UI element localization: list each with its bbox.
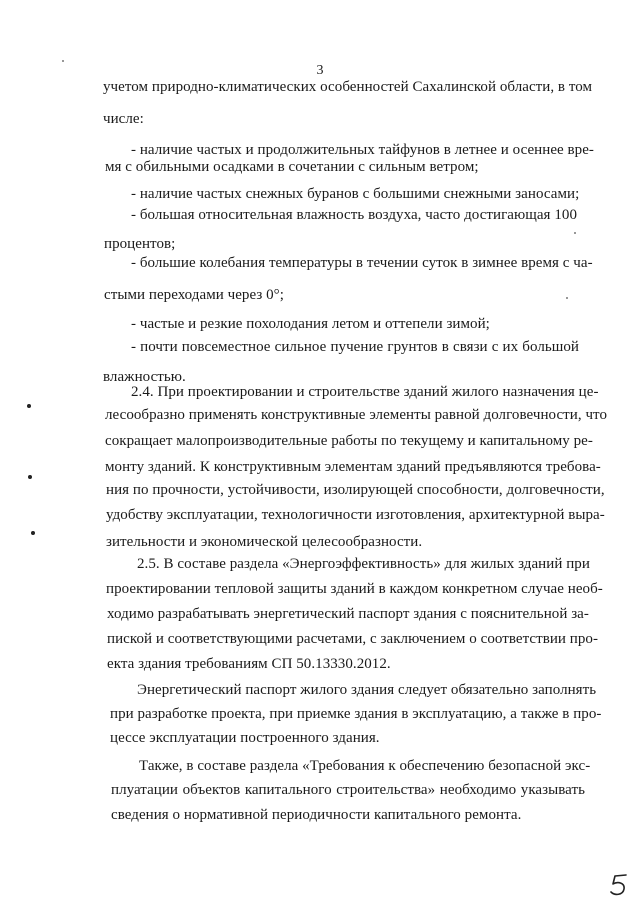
- text-line: учетом природно-климатических особенностей Сахалинской области, в том: [103, 79, 593, 95]
- scan-speck: [62, 60, 64, 62]
- text-line: ния по прочности, устойчивости, изолирующей способности, долговечности,: [106, 482, 605, 498]
- text-line: лесообразно применять конструктивные элементы равной долговечности, что: [105, 407, 607, 423]
- text-line: стыми переходами через 0°;: [104, 287, 284, 303]
- text-line: числе:: [103, 111, 144, 127]
- list-item: - большая относительная влажность воздуха, часто достигающая 100: [131, 207, 577, 223]
- text-line: при разработке проекта, при приемке здания в эксплуатацию, а также в про-: [110, 706, 602, 722]
- text-line: зительности и экономической целесообразности.: [106, 534, 423, 550]
- text-line: Энергетический паспорт жилого здания следует обязательно заполнять: [137, 682, 597, 698]
- list-item: - почти повсеместное сильное пучение грунтов в связи с их большой: [131, 339, 579, 355]
- binding-hole-mark: [31, 531, 35, 535]
- text-line: процентов;: [104, 236, 176, 252]
- text-line: 2.5. В составе раздела «Энергоэффективность» для жилых зданий при: [137, 556, 590, 572]
- text-line: монту зданий. К конструктивным элементам зданий предъявляются требова-: [105, 459, 601, 475]
- handwritten-page-number: [606, 872, 634, 898]
- binding-hole-mark: [28, 475, 32, 479]
- scan-speck: [566, 297, 568, 299]
- list-item: - частые и резкие похолодания летом и оттепели зимой;: [131, 316, 490, 332]
- text-line: пиской и соответствующими расчетами, с заключением о соответствии про-: [107, 631, 598, 647]
- text-line: удобству эксплуатации, технологичности изготовления, архитектурной выра-: [106, 507, 605, 523]
- text-line: влажностью.: [103, 369, 186, 385]
- text-line: сведения о нормативной периодичности капитального ремонта.: [111, 807, 522, 823]
- list-item: - большие колебания температуры в течении суток в зимнее время с ча-: [131, 255, 593, 271]
- text-line: екта здания требованиям СП 50.13330.2012.: [107, 656, 391, 672]
- binding-hole-mark: [27, 404, 31, 408]
- text-line: цессе эксплуатации построенного здания.: [110, 730, 380, 746]
- list-item: - наличие частых и продолжительных тайфунов в летнее и осеннее вре-: [131, 142, 594, 158]
- text-line: проектировании тепловой защиты зданий в каждом конкретном случае необ-: [106, 581, 603, 597]
- text-line: Также, в составе раздела «Требования к обеспечению безопасной экс-: [139, 758, 591, 774]
- page-number: 3: [316, 63, 324, 78]
- scan-speck: [574, 232, 576, 234]
- text-line: ходимо разрабатывать энергетический паспорт здания с пояснительной за-: [107, 606, 589, 622]
- text-line: 2.4. При проектировании и строительстве зданий жилого назначения це-: [131, 384, 599, 400]
- text-line: сокращает малопроизводительные работы по текущему и капитальному ре-: [105, 433, 593, 449]
- list-item: - наличие частых снежных буранов с большими снежными заносами;: [131, 186, 580, 202]
- text-line: плуатации объектов капитального строительства» необходимо указывать: [111, 782, 585, 798]
- text-line: мя с обильными осадками в сочетании с сильным ветром;: [105, 159, 479, 175]
